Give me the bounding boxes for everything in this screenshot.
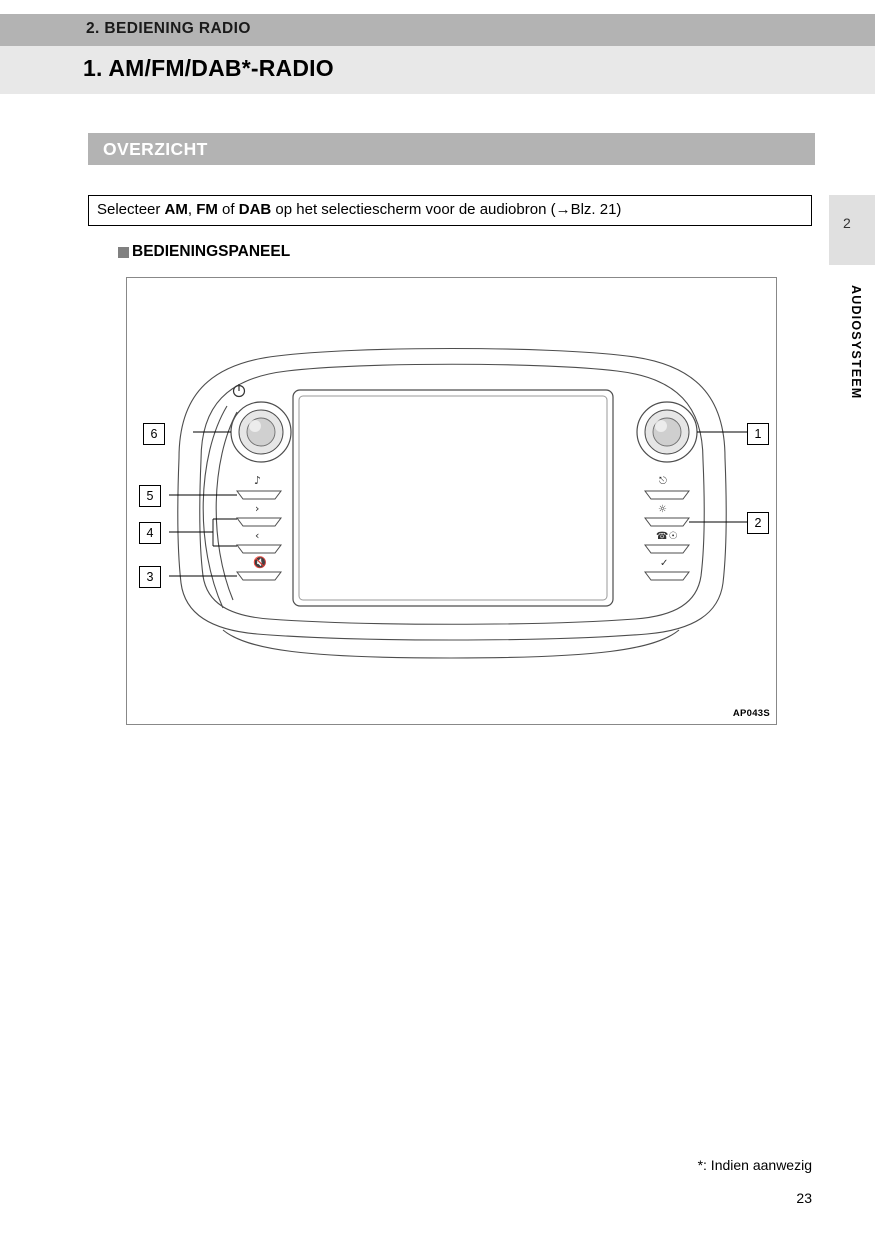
note-text [97,201,621,218]
mute-icon: 🔇 [253,556,267,569]
map-icon: ⎋ [659,476,667,487]
side-tab [829,195,875,265]
note-suffix: op het selectiescherm voor de audiobron (→Blz. 21) [271,201,622,218]
footnote: *: Indien aanwezig [697,1157,812,1173]
button-phone [645,545,689,553]
page-number: 23 [796,1190,812,1206]
figure-code: AP043S [732,708,770,719]
info-icon: ✓ [660,558,669,569]
button-mute [237,572,281,580]
side-tab-number: 2 [843,215,851,231]
power-volume-knob [231,402,291,462]
power-icon [234,384,245,397]
note-bold-dab: DAB [238,201,272,218]
callout-4: 4 [139,522,161,544]
callout-2: 2 [747,512,769,534]
section-header [88,133,815,165]
subheading [118,243,290,261]
callout-6: 6 [143,423,165,445]
callout-5: 5 [139,485,161,507]
chapter-label: 2. BEDIENING RADIO [86,20,251,37]
button-next [237,518,281,526]
note-bold-am: AM [164,201,188,218]
chevron-right-icon: › [255,502,260,515]
button-music [237,491,281,499]
callout-3: 3 [139,566,161,588]
control-panel-drawing [127,278,776,724]
side-tab-label: AUDIOSYSTEEM [849,285,863,400]
square-bullet-icon [118,247,129,258]
tune-knob [637,402,697,462]
note-bold-fm: FM [196,201,218,218]
section-header-label: OVERZICHT [103,139,208,159]
note-box [88,195,812,226]
music-note-icon: ♪ [254,474,262,487]
note-prefix: Selecteer [97,201,165,218]
chevron-left-icon: ‹ [255,529,260,542]
button-settings [645,518,689,526]
gear-icon: ☼ [658,504,667,515]
button-info [645,572,689,580]
control-panel-figure [126,277,777,725]
button-map [645,491,689,499]
button-prev [237,545,281,553]
subheading-label: BEDIENINGSPANEEL [132,243,291,260]
display-screen [293,390,613,606]
phone-icon: ☎☉ [656,531,678,542]
note-sep1: , [187,201,197,218]
page-title: 1. AM/FM/DAB*-RADIO [83,55,334,81]
callout-1: 1 [747,423,769,445]
note-sep2: of [217,201,239,218]
